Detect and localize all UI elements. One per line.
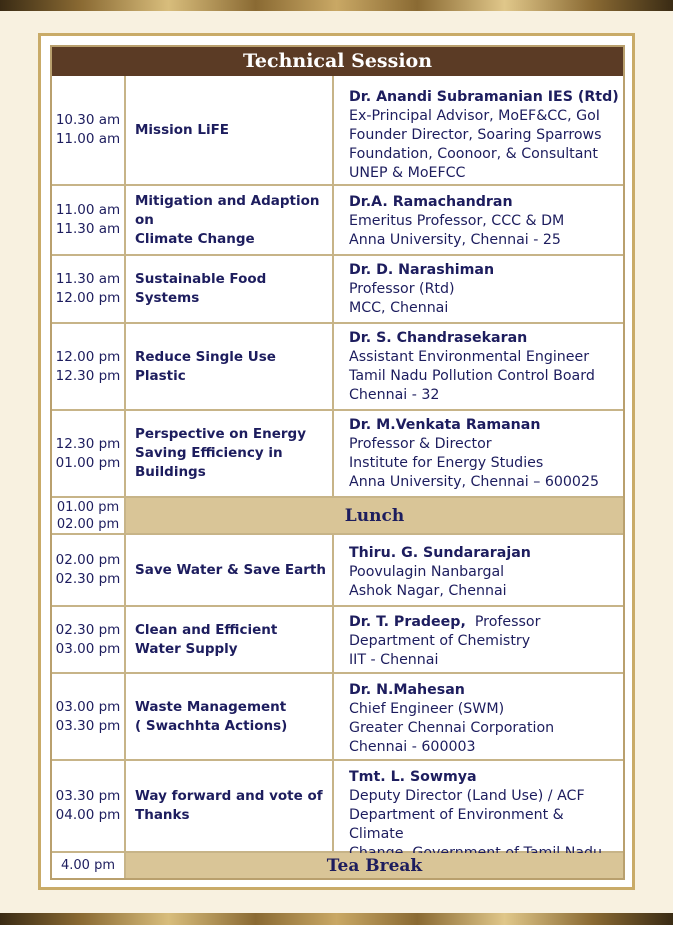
time-start: 03.30 pm — [55, 788, 121, 804]
schedule-row — [52, 411, 623, 498]
topic-line: Perspective on Energy — [135, 426, 306, 442]
speaker-cell — [334, 535, 623, 605]
speaker-name: Dr. M.Venkata Ramanan — [349, 417, 541, 433]
topic-line: Buildings — [135, 464, 206, 480]
time-start: 11.30 am — [55, 271, 121, 287]
speaker-detail: Department of Environment & Climate — [349, 807, 564, 842]
topic-line: Mitigation and Adaption on — [135, 192, 320, 228]
time-end: 04.00 pm — [55, 807, 121, 823]
bottom-gold-border — [0, 913, 673, 931]
speaker-name: Dr. S. Chandrasekaran — [349, 330, 528, 346]
speaker-detail: Foundation, Coonoor, & Consultant — [349, 146, 598, 162]
topic-cell — [126, 411, 334, 496]
topic-cell — [126, 186, 334, 254]
speaker-cell — [334, 186, 623, 254]
schedule-table — [50, 45, 625, 880]
topic-line: ( Swachhta Actions) — [135, 717, 288, 734]
topic-cell — [126, 674, 334, 759]
time-start: 02.00 pm — [55, 552, 121, 568]
time-end: 11.00 am — [55, 131, 121, 147]
schedule-row — [52, 674, 623, 761]
topic-line: Thanks — [135, 807, 190, 823]
session-title: Technical Session — [52, 47, 623, 76]
speaker-detail: Poovulagin Nanbargal — [349, 564, 505, 580]
time-end: 02.30 pm — [55, 571, 121, 587]
time-cell — [52, 535, 126, 605]
time-end: 03.00 pm — [55, 640, 121, 657]
time-cell — [52, 411, 126, 496]
time-end: 12.00 pm — [55, 290, 121, 306]
schedule-row — [52, 607, 623, 674]
speaker-detail: Greater Chennai Corporation — [349, 720, 555, 736]
speaker-detail: Chennai - 600003 — [349, 739, 476, 755]
topic-cell — [126, 535, 334, 605]
topic-line: Climate Change — [135, 230, 255, 247]
time-start: 02.30 pm — [55, 621, 121, 638]
time-end: 01.00 pm — [55, 454, 121, 471]
topic-cell — [126, 607, 334, 672]
speaker-detail: Anna University, Chennai - 25 — [349, 232, 561, 248]
speaker-cell — [334, 674, 623, 759]
lunch-row — [52, 498, 623, 535]
time-cell — [52, 76, 126, 184]
speaker-name: Dr. Anandi Subramanian IES (Rtd) — [349, 89, 619, 105]
speaker-detail: Anna University, Chennai – 600025 — [349, 474, 599, 490]
speaker-detail: Assistant Environmental Engineer — [349, 349, 590, 365]
tea-break-time: 4.00 pm — [61, 858, 115, 873]
time-cell — [52, 674, 126, 759]
schedule-row — [52, 324, 623, 411]
speaker-detail: Founder Director, Soaring Sparrows — [349, 127, 602, 143]
speaker-name-line — [349, 613, 619, 632]
speaker-cell — [334, 76, 623, 184]
lunch-label: Lunch — [126, 498, 623, 533]
schedule-row — [52, 256, 623, 324]
time-start: 03.00 pm — [55, 698, 121, 715]
time-end: 02.00 pm — [56, 516, 120, 532]
speaker-detail: Chief Engineer (SWM) — [349, 701, 505, 717]
time-cell — [52, 186, 126, 254]
speaker-cell — [334, 256, 623, 322]
schedule-row — [52, 761, 623, 853]
topic-line: Reduce Single Use Plastic — [135, 348, 276, 384]
speaker-detail: UNEP & MoEFCC — [349, 165, 466, 181]
tea-break-row — [52, 853, 623, 878]
speaker-name: Dr. D. Narashiman — [349, 262, 495, 278]
speaker-cell — [334, 607, 623, 672]
speaker-detail: Professor (Rtd) — [349, 281, 455, 297]
topic-line: Sustainable Food Systems — [135, 271, 267, 306]
speaker-detail: Tamil Nadu Pollution Control Board — [349, 368, 595, 384]
time-start: 01.00 pm — [56, 499, 120, 515]
time-end: 03.30 pm — [55, 717, 121, 734]
topic-line: Water Supply — [135, 640, 238, 657]
speaker-detail: IIT - Chennai — [349, 652, 439, 668]
tea-break-label: Tea Break — [126, 853, 623, 878]
speaker-cell — [334, 761, 623, 851]
topic-line: Mission LiFE — [135, 121, 230, 138]
speaker-detail: Institute for Energy Studies — [349, 455, 544, 471]
time-cell — [52, 498, 126, 533]
time-end: 11.30 am — [55, 221, 121, 237]
speaker-detail: Department of Chemistry — [349, 633, 531, 649]
time-start: 12.30 pm — [55, 435, 121, 452]
speaker-title: Professor — [474, 614, 541, 630]
time-cell — [52, 324, 126, 409]
speaker-detail: MCC, Chennai — [349, 300, 449, 316]
top-gold-border — [0, 0, 673, 11]
speaker-detail: Professor & Director — [349, 436, 492, 452]
topic-cell — [126, 256, 334, 322]
schedule-row — [52, 186, 623, 256]
time-cell — [52, 761, 126, 851]
speaker-name: Dr. N.Mahesan — [349, 682, 465, 698]
topic-cell — [126, 324, 334, 409]
schedule-row — [52, 76, 623, 186]
time-start: 12.00 pm — [55, 348, 121, 365]
topic-line: Save Water & Save Earth — [135, 561, 326, 578]
speaker-detail: Ex-Principal Advisor, MoEF&CC, GoI — [349, 108, 600, 124]
topic-line: Clean and Efficient — [135, 621, 278, 638]
time-cell — [52, 853, 126, 878]
time-cell — [52, 256, 126, 322]
speaker-detail: Chennai - 32 — [349, 387, 440, 403]
time-cell — [52, 607, 126, 672]
speaker-name: Dr.A. Ramachandran — [349, 194, 513, 210]
schedule-row — [52, 535, 623, 607]
speaker-cell — [334, 324, 623, 409]
speaker-name: Thiru. G. Sundararajan — [349, 545, 531, 561]
topic-line: Saving Efficiency in — [135, 445, 283, 461]
speaker-detail: Deputy Director (Land Use) / ACF — [349, 788, 585, 804]
speaker-detail: Ashok Nagar, Chennai — [349, 583, 507, 599]
topic-line: Way forward and vote of — [135, 788, 323, 804]
topic-cell — [126, 761, 334, 851]
topic-cell — [126, 76, 334, 184]
time-end: 12.30 pm — [55, 367, 121, 384]
speaker-detail: Emeritus Professor, CCC & DM — [349, 213, 565, 229]
speaker-name: Tmt. L. Sowmya — [349, 769, 477, 785]
time-start: 10.30 am — [55, 112, 121, 128]
topic-line: Waste Management — [135, 698, 287, 715]
speaker-name: Dr. T. Pradeep, — [349, 614, 466, 630]
speaker-cell — [334, 411, 623, 496]
time-start: 11.00 am — [55, 202, 121, 218]
